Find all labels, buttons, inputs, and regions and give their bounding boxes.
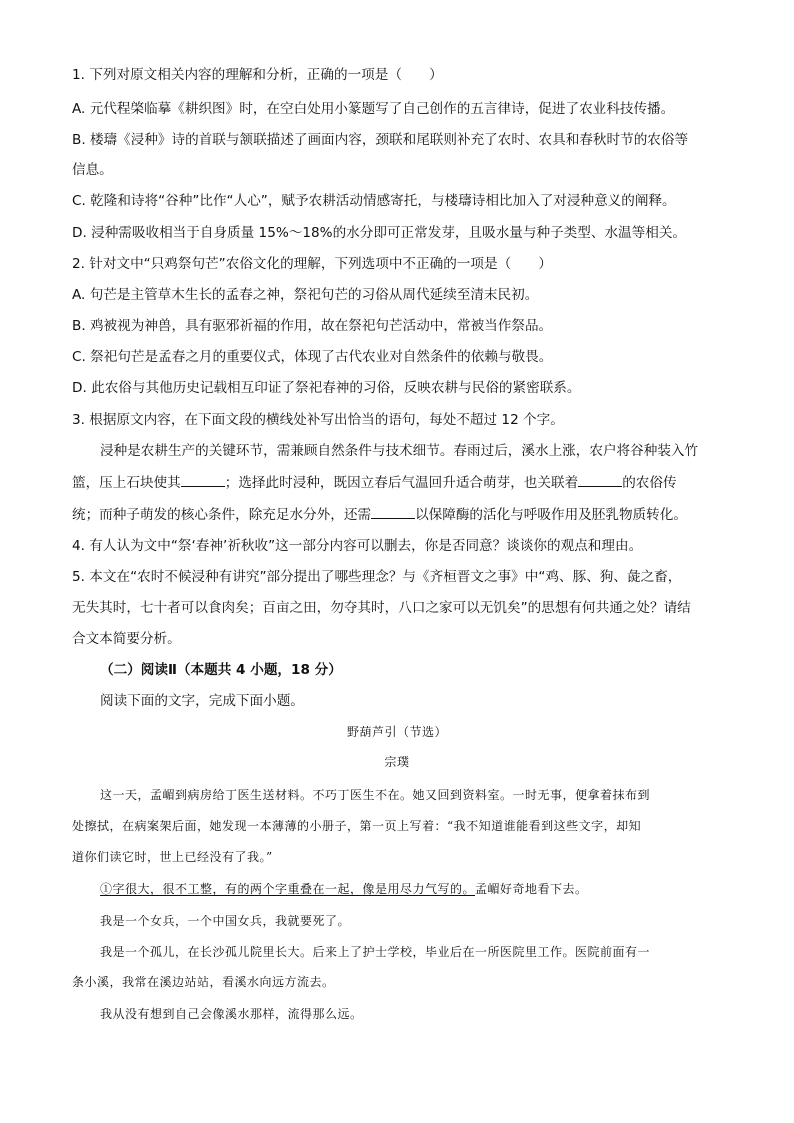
- answer-blank-2[interactable]: [578, 474, 622, 487]
- q1-stem: 1. 下列对原文相关内容的理解和分析，正确的一项是（ ）: [72, 67, 443, 83]
- story-paragraph-1-line3: 道你们读它时，世上已经没有了我。”: [72, 850, 273, 864]
- story-title: 野葫芦引（节选）: [346, 725, 447, 739]
- q3-passage-line2: [72, 474, 677, 492]
- q5-line2: 无失其时，七十者可以食肉矣；百亩之田，勿夺其时，八口之家可以无饥矣”的思想有何共通之处？请结: [72, 600, 691, 616]
- story-paragraph-4-line1: 我是一个孤儿，在长沙孤儿院里长大。后来上了护士学校，毕业后在一所医院里工作。医院前面有一: [100, 945, 651, 959]
- q4-stem: 4. 有人认为文中“祭‘春神’祈秋收”这一部分内容可以删去，你是否同意？谈谈你的观点和理由。: [72, 538, 643, 554]
- q3-text-2a: 篮，压上石块使其: [72, 475, 181, 491]
- q5-line3: 合文本简要分析。: [72, 631, 181, 647]
- story-paragraph-2-rest: 孟嵋好奇地看下去。: [475, 882, 588, 896]
- q2-option-a: A. 句芒是主管草木生长的孟春之神，祭祀句芒的习俗从周代延续至清末民初。: [72, 287, 539, 303]
- story-paragraph-1-line2: 处擦拭，在病案架后面，她发现一本薄薄的小册子，第一页上写着：“我不知道谁能看到这些文字，却知: [72, 819, 642, 833]
- q3-passage-line1: 浸种是农耕生产的关键环节，需兼顾自然条件与技术细节。春雨过后，溪水上涨，农户将谷种装入竹: [100, 443, 699, 459]
- q2-stem: 2. 针对文中“只鸡祭句芒”农俗文化的理解，下列选项中不正确的一项是（ ）: [72, 256, 552, 272]
- answer-blank-3[interactable]: [371, 506, 415, 519]
- q3-text-3b: 以保障酶的活化与呼吸作用及胚乳物质转化。: [415, 507, 687, 523]
- q3-stem: 3. 根据原文内容，在下面文段的横线处补写出恰当的语句，每处不超过 12 个字。: [72, 412, 564, 428]
- q1-option-d: D. 浸种需吸收相当于自身质量 15%～18%的水分即可正常发芽，且吸水量与种子类型、水温等相关。: [72, 225, 687, 241]
- story-author: 宗璞: [384, 755, 410, 769]
- story-paragraph-2: [100, 880, 588, 898]
- q1-option-b-line2: 信息。: [72, 162, 113, 178]
- story-paragraph-3: 我是一个女兵，一个中国女兵，我就要死了。: [100, 914, 351, 928]
- answer-blank-1[interactable]: [181, 474, 225, 487]
- q5-line1: 5. 本文在“农时不候浸种有讲究”部分提出了哪些理念？与《齐桓晋文之事》中“鸡、豚、狗、彘之畜，: [72, 569, 682, 585]
- q1-option-b-line1: B. 楼璹《浸种》诗的首联与颔联描述了画面内容，颈联和尾联则补充了农时、农具和春秋时节的农俗等: [72, 132, 689, 148]
- q3-text-2b: ；选择此时浸种，既因立春后气温回升适合萌芽，也关联着: [224, 475, 579, 491]
- q1-option-c: C. 乾隆和诗将“谷种”比作“人心”，赋予农耕活动情感寄托，与楼璹诗相比加入了对浸种意义的阐释。: [72, 193, 676, 209]
- story-paragraph-4-line2: 条小溪，我常在溪边站站，看溪水向远方流去。: [72, 975, 335, 989]
- q3-passage-line3: [72, 506, 687, 524]
- q2-option-d: D. 此农俗与其他历史记载相互印证了祭祀春神的习俗，反映农耕与民俗的紧密联系。: [72, 380, 581, 396]
- q3-text-3a: 统；而种子萌发的核心条件，除充足水分外，还需: [72, 507, 372, 523]
- q2-option-c: C. 祭祀句芒是孟春之月的重要仪式，体现了古代农业对自然条件的依赖与敬畏。: [72, 349, 553, 365]
- underlined-sentence-1: ①字很大，很不工整，有的两个字重叠在一起，像是用尽力气写的。: [100, 882, 476, 896]
- section-instruction: 阅读下面的文字，完成下面小题。: [100, 693, 304, 709]
- story-paragraph-1-line1: 这一天，孟嵋到病房给丁医生送材料。不巧丁医生不在。她又回到资料室。一时无事，便拿着抹布到: [100, 788, 651, 802]
- story-paragraph-5: 我从没有想到自己会像溪水那样，流得那么远。: [100, 1007, 363, 1021]
- section-heading: （二）阅读Ⅱ（本题共 4 小题，18 分）: [100, 662, 342, 678]
- q1-option-a: A. 元代程棨临摹《耕织图》时，在空白处用小篆题写了自己创作的五言律诗，促进了农业科技传播。: [72, 101, 675, 117]
- q2-option-b: B. 鸡被视为神兽，具有驱邪祈福的作用，故在祭祀句芒活动中，常被当作祭品。: [72, 318, 553, 334]
- q3-text-2c: 的农俗传: [622, 475, 677, 491]
